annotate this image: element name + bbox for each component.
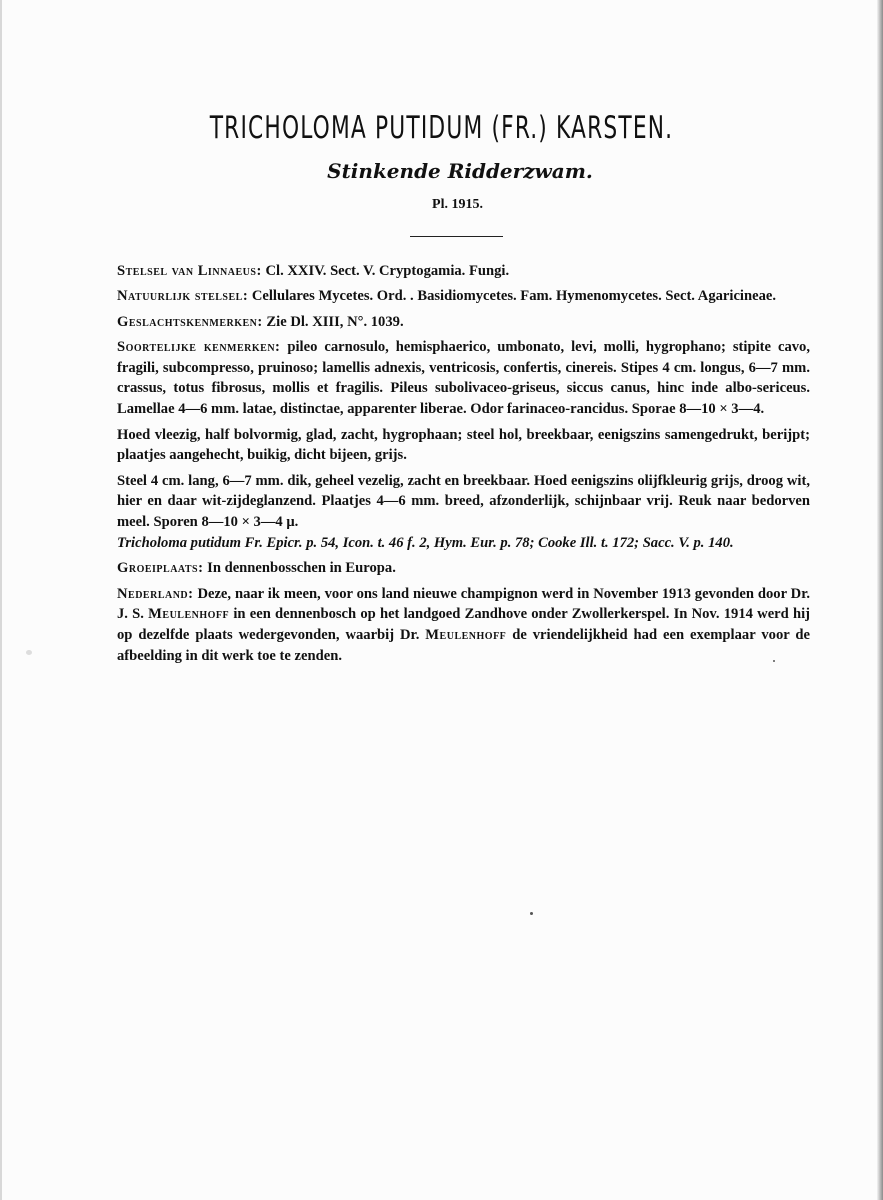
scan-speck — [773, 660, 775, 662]
natuurlijk-paragraph — [117, 286, 810, 307]
groeiplaats-paragraph — [117, 558, 810, 579]
plate-number: Pl. 1915. — [432, 197, 483, 212]
geslacht-text: Zie Dl. XIII, N°. 1039. — [266, 313, 404, 330]
description-body — [117, 261, 810, 671]
natuurlijk-text: Cellulares Mycetes. Ord. . Basidiomycetes. Fam. Hymenomycetes. Sect. Agaricineae. — [251, 288, 777, 305]
scan-speck — [530, 912, 533, 915]
groeiplaats-text: In dennenbosschen in Europa. — [207, 560, 396, 577]
nederland-text-3: de vriendelijkheid had een exemplaar voor de afbeelding in dit werk toe te zenden. — [117, 627, 810, 665]
nederland-paragraph — [117, 584, 810, 667]
nederland-text-2: in een dennenbosch op het landgoed Zandhove onder Zwollerkerspel. In Nov. 1914 werd hij op dezelfde plaats wedergevonden, waarbij Dr. — [117, 606, 811, 644]
groeiplaats-label: Groeiplaats: — [117, 560, 204, 577]
soort-paragraph — [117, 337, 810, 420]
steel-paragraph: Steel 4 cm. lang, 6—7 mm. dik, geheel vezelig, zacht en breekbaar. Hoed eenigszins olijfkleurig grijs, droog wit, hier en daar wit-zijdeglanzend. Plaatjes 4—6 mm. breed, afzonderlijk, schijnbaar vrij. Reuk naar bedorven meel. Sporen 8—10 × 3—4 μ. — [117, 472, 810, 531]
soort-label: Soortelijke kenmerken: — [117, 338, 281, 355]
collector-name-1: Meulenhoff — [148, 606, 230, 623]
natuurlijk-label: Natuurlijk stelsel: — [117, 288, 249, 305]
title-rule — [410, 236, 503, 237]
stelsel-label: Stelsel van Linnaeus: — [117, 263, 262, 279]
stelsel-paragraph — [117, 261, 810, 282]
nederland-text-1: Deze, naar ik meen, voor ons land nieuwe champignon werd in November 1913 gevonden door Dr. J. S. — [117, 585, 810, 623]
hoed-paragraph: Hoed vleezig, half bolvormig, glad, zacht, hygrophaan; steel hol, breekbaar, eenigszins samengedrukt, berijpt; plaatjes aangehecht, buikig, dicht bijeen, grijs. — [117, 426, 810, 464]
reference-paragraph: Tricholoma putidum Fr. Epicr. p. 54, Icon. t. 46 f. 2, Hym. Eur. p. 78; Cooke Ill. t. 172; Sacc. V. p. 140. — [117, 535, 734, 552]
geslacht-label: Geslachtskenmerken: — [117, 313, 263, 330]
scan-speck — [26, 650, 32, 655]
collector-name-2: Meulenhoff — [425, 627, 507, 644]
nederland-label: Nederland: — [117, 585, 194, 602]
geslacht-paragraph — [117, 312, 810, 333]
stelsel-text: Cl. XXIV. Sect. V. Cryptogamia. Fungi. — [265, 263, 510, 279]
common-name: Stinkende Ridderzwam. — [327, 159, 593, 183]
species-title: TRICHOLOMA PUTIDUM (FR.) KARSTEN. — [209, 110, 674, 146]
soort-text: pileo carnosulo, hemisphaerico, umbonato, levi, molli, hygrophano; stipite cavo, fragili, subcompresso, pruinoso; lamellis adnexis, ventricosis, confertis, cinereis. Stipes 4 cm. longus, 6—7 mm. crassus, totus fibrosus, mollis et fragilis. Pileus subolivaceo-griseus, siccus canus, hinc inde albo-sericeus. Lamellae 4—6 mm. latae, distinctae, apparenter liberae. Odor farinaceo-rancidus. Sporae 8—10 × 3—4. — [117, 338, 810, 418]
